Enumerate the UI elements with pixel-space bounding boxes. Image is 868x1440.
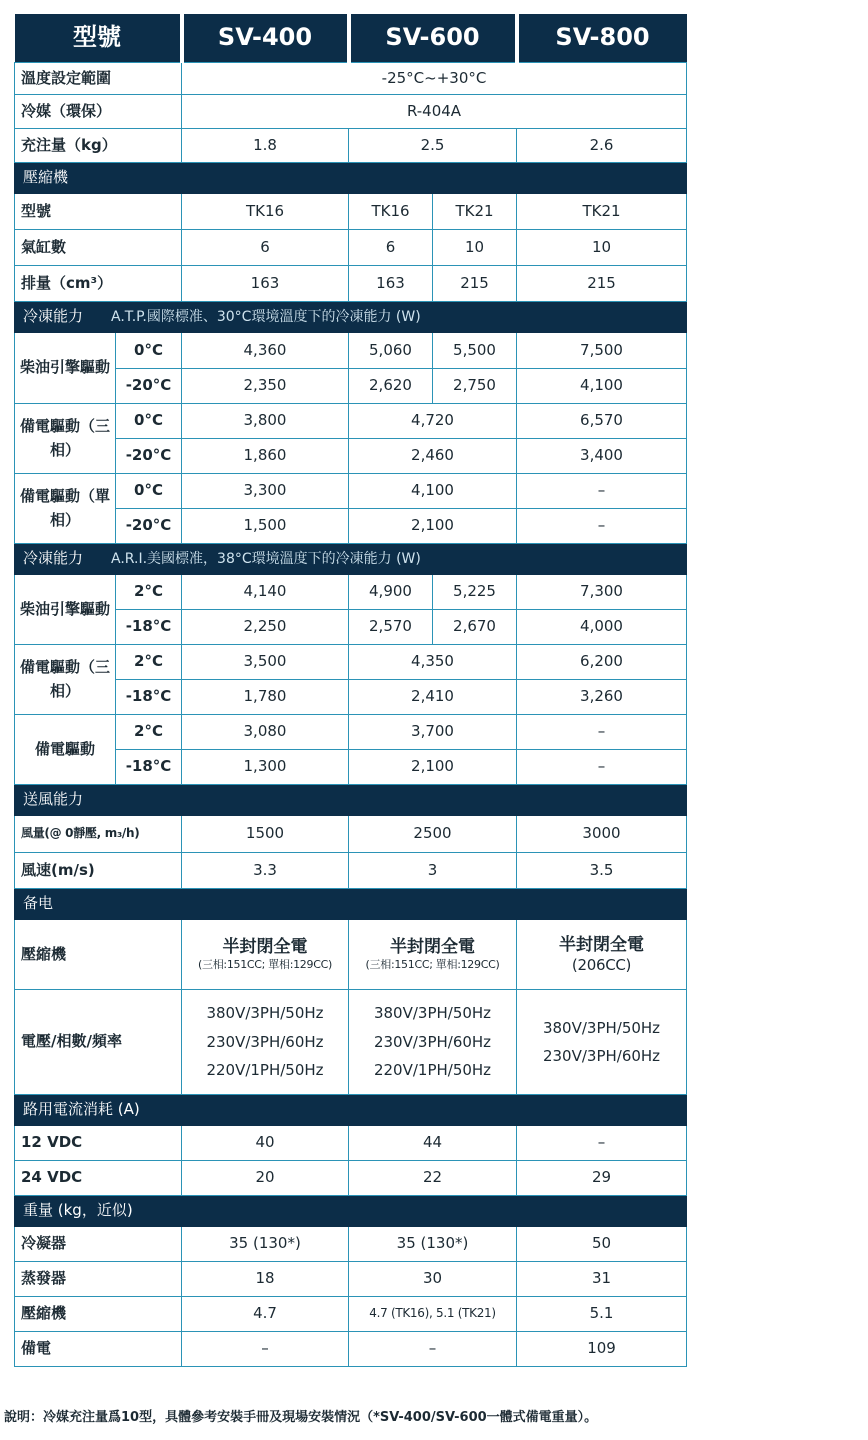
ari-section-title — [15, 544, 687, 575]
table-cell: 2,100 — [349, 509, 517, 544]
table-cell: 5.1 — [517, 1297, 687, 1332]
voltage-sv400 — [182, 990, 349, 1095]
voltage-option: 230V/3PH/60Hz — [206, 1032, 324, 1051]
evaporator-label: 蒸發器 — [15, 1262, 182, 1297]
table-cell: 7,500 — [517, 333, 687, 369]
table-cell: 6 — [182, 230, 349, 266]
temp-cell: 0°C — [116, 474, 182, 509]
table-cell: – — [182, 1332, 349, 1367]
table-row — [15, 1332, 687, 1367]
table-cell: 2,620 — [349, 369, 433, 404]
table-cell: 1,860 — [182, 439, 349, 474]
model-sv600-header: SV-600 — [349, 14, 517, 63]
table-cell: 163 — [349, 266, 433, 302]
table-cell: 4.7 (TK16), 5.1 (TK21) — [349, 1297, 517, 1332]
table-cell: 18 — [182, 1262, 349, 1297]
table-cell: 3000 — [517, 816, 687, 853]
table-cell: 29 — [517, 1161, 687, 1196]
cylinders-label: 氣缸數 — [15, 230, 182, 266]
table-cell: 2,750 — [433, 369, 517, 404]
voltage-sv800 — [517, 990, 687, 1095]
table-cell: 1,500 — [182, 509, 349, 544]
table-cell: 4,360 — [182, 333, 349, 369]
voltage-label: 電壓/相數/頻率 — [15, 990, 182, 1095]
table-cell: 2,250 — [182, 610, 349, 645]
airflow-section-title: 送風能力 — [15, 785, 687, 816]
temp-range-label: 溫度設定範圍 — [15, 63, 182, 95]
table-cell: 5,225 — [433, 575, 517, 610]
table-row — [15, 680, 687, 715]
section-header — [15, 544, 687, 575]
table-cell: 4,720 — [349, 404, 517, 439]
temp-cell: 2°C — [116, 715, 182, 750]
table-row — [15, 474, 687, 509]
v24-label: 24 VDC — [15, 1161, 182, 1196]
table-row — [15, 645, 687, 680]
compressor-model-label: 型號 — [15, 194, 182, 230]
table-row — [15, 575, 687, 610]
section-header — [15, 889, 687, 920]
table-cell: 22 — [349, 1161, 517, 1196]
table-row — [15, 715, 687, 750]
temp-cell: 0°C — [116, 404, 182, 439]
temp-cell: -18°C — [116, 750, 182, 785]
table-cell: – — [517, 1126, 687, 1161]
temp-range-value: -25°C~+30°C — [182, 63, 687, 95]
temp-cell: -18°C — [116, 610, 182, 645]
table-row — [15, 853, 687, 889]
backup-compressor-sv800 — [517, 920, 687, 990]
table-cell: 4,000 — [517, 610, 687, 645]
table-cell: 4,100 — [349, 474, 517, 509]
table-row — [15, 750, 687, 785]
voltage-option: 380V/3PH/50Hz — [206, 1004, 324, 1023]
table-cell: 50 — [517, 1227, 687, 1262]
table-row — [15, 816, 687, 853]
table-cell: 35 (130*) — [349, 1227, 517, 1262]
ari-diesel-label: 柴油引擎驅動 — [15, 575, 116, 645]
voltage-sv600 — [349, 990, 517, 1095]
ari-section-note: A.R.I.美國標准，38°C環境溫度下的冷凍能力 (W) — [111, 551, 421, 568]
atp-standby3-label: 備電驅動（三相） — [15, 404, 116, 474]
voltage-option: 230V/3PH/60Hz — [373, 1032, 492, 1051]
table-cell: – — [517, 715, 687, 750]
atp-standby1-label: 備電驅動（單相） — [15, 474, 116, 544]
compressor-type: 半封閉全電 — [222, 937, 308, 958]
section-header — [15, 163, 687, 194]
section-header — [15, 1196, 687, 1227]
charge-sv600: 2.5 — [349, 129, 517, 163]
weight-compressor-label: 壓縮機 — [15, 1297, 182, 1332]
compressor-detail: (206CC) — [571, 955, 632, 974]
ari-section-label: 冷凍能力 — [23, 549, 84, 568]
table-row — [15, 509, 687, 544]
atp-section-label: 冷凍能力 — [23, 307, 84, 326]
temp-cell: 0°C — [116, 333, 182, 369]
charge-sv400: 1.8 — [182, 129, 349, 163]
table-row — [15, 1262, 687, 1297]
voltage-option: 220V/1PH/50Hz — [206, 1061, 324, 1080]
table-cell: 215 — [433, 266, 517, 302]
displacement-label: 排量（cm³） — [15, 266, 182, 302]
temp-cell: -20°C — [116, 439, 182, 474]
table-row — [15, 194, 687, 230]
table-cell: 10 — [517, 230, 687, 266]
current-section-title: 路用電流消耗 (A) — [15, 1095, 687, 1126]
ari-standby3-label: 備電驅動（三相） — [15, 645, 116, 715]
table-cell: 2500 — [349, 816, 517, 853]
table-cell: 20 — [182, 1161, 349, 1196]
table-row — [15, 1161, 687, 1196]
table-row — [15, 95, 687, 129]
model-sv800-header: SV-800 — [517, 14, 687, 63]
section-header — [15, 302, 687, 333]
table-cell: TK21 — [433, 194, 517, 230]
section-header — [15, 785, 687, 816]
table-row — [15, 369, 687, 404]
table-row — [15, 610, 687, 645]
table-cell: 3,500 — [182, 645, 349, 680]
table-row — [15, 990, 687, 1095]
table-row — [15, 439, 687, 474]
table-row — [15, 63, 687, 95]
table-cell: 4,900 — [349, 575, 433, 610]
table-cell: 4.7 — [182, 1297, 349, 1332]
refrigerant-label: 冷媒（環保） — [15, 95, 182, 129]
table-cell: 2,100 — [349, 750, 517, 785]
air-speed-label: 風速(m/s) — [15, 853, 182, 889]
table-cell: – — [517, 509, 687, 544]
table-row — [15, 1227, 687, 1262]
table-cell: 3,260 — [517, 680, 687, 715]
model-header-label: 型號 — [15, 14, 182, 63]
table-cell: 2,350 — [182, 369, 349, 404]
table-cell: 109 — [517, 1332, 687, 1367]
table-cell: 215 — [517, 266, 687, 302]
table-cell: 3,800 — [182, 404, 349, 439]
table-cell: 163 — [182, 266, 349, 302]
footnote: 說明：冷媒充注量爲10型，具體參考安裝手冊及現場安裝情況（*SV-400/SV-600一體式備電重量）。 — [4, 1410, 598, 1425]
table-row — [15, 266, 687, 302]
compressor-type: 半封閉全電 — [559, 934, 645, 955]
compressor-type: 半封閉全電 — [390, 937, 475, 958]
table-cell: 10 — [433, 230, 517, 266]
table-cell: 44 — [349, 1126, 517, 1161]
table-row — [15, 1297, 687, 1332]
temp-cell: 2°C — [116, 645, 182, 680]
temp-cell: -20°C — [116, 369, 182, 404]
table-cell: 4,350 — [349, 645, 517, 680]
table-cell: TK16 — [182, 194, 349, 230]
air-volume-label: 風量(@ 0靜壓, m₃/h) — [15, 816, 182, 853]
weight-standby-label: 備電 — [15, 1332, 182, 1367]
ari-standby1-label: 備電驅動 — [15, 715, 116, 785]
temp-cell: -20°C — [116, 509, 182, 544]
table-cell: TK16 — [349, 194, 433, 230]
table-cell: 1,780 — [182, 680, 349, 715]
table-cell: 31 — [517, 1262, 687, 1297]
table-cell: 1,300 — [182, 750, 349, 785]
atp-diesel-label: 柴油引擎驅動 — [15, 333, 116, 404]
condenser-label: 冷凝器 — [15, 1227, 182, 1262]
voltage-option: 220V/1PH/50Hz — [373, 1061, 492, 1080]
table-cell: 4,140 — [182, 575, 349, 610]
table-cell: 2,460 — [349, 439, 517, 474]
table-cell: 5,060 — [349, 333, 433, 369]
table-cell: 6,570 — [517, 404, 687, 439]
table-cell: 6 — [349, 230, 433, 266]
backup-compressor-sv600 — [349, 920, 517, 990]
table-row — [15, 333, 687, 369]
weight-section-title: 重量 (kg，近似) — [15, 1196, 687, 1227]
table-row — [15, 404, 687, 439]
table-cell: 35 (130*) — [182, 1227, 349, 1262]
table-row — [15, 129, 687, 163]
compressor-section-title: 壓縮機 — [15, 163, 687, 194]
table-cell: – — [517, 750, 687, 785]
table-cell: – — [349, 1332, 517, 1367]
table-cell: 5,500 — [433, 333, 517, 369]
table-cell: 3,300 — [182, 474, 349, 509]
table-cell: 3.5 — [517, 853, 687, 889]
charge-label: 充注量（kg） — [15, 129, 182, 163]
table-cell: 2,410 — [349, 680, 517, 715]
backup-section-title: 备电 — [15, 889, 687, 920]
backup-compressor-sv400 — [182, 920, 349, 990]
table-cell: 1500 — [182, 816, 349, 853]
table-cell: 3,080 — [182, 715, 349, 750]
table-cell: 3 — [349, 853, 517, 889]
temp-cell: 2°C — [116, 575, 182, 610]
table-row — [15, 230, 687, 266]
table-cell: 7,300 — [517, 575, 687, 610]
section-header — [15, 1095, 687, 1126]
atp-section-title — [15, 302, 687, 333]
compressor-detail: (三相:151CC; 單相:129CC) — [365, 958, 500, 972]
table-row — [15, 1126, 687, 1161]
table-cell: – — [517, 474, 687, 509]
table-cell: 30 — [349, 1262, 517, 1297]
table-row — [15, 920, 687, 990]
table-cell: 3,700 — [349, 715, 517, 750]
table-cell: TK21 — [517, 194, 687, 230]
table-cell: 4,100 — [517, 369, 687, 404]
backup-compressor-label: 壓縮機 — [15, 920, 182, 990]
table-cell: 6,200 — [517, 645, 687, 680]
model-sv400-header: SV-400 — [182, 14, 349, 63]
voltage-option: 230V/3PH/60Hz — [542, 1047, 661, 1065]
refrigerant-value: R-404A — [182, 95, 687, 129]
temp-cell: -18°C — [116, 680, 182, 715]
atp-section-note: A.T.P.國際標准、30°C環境溫度下的冷凍能力 (W) — [111, 309, 421, 326]
v12-label: 12 VDC — [15, 1126, 182, 1161]
table-cell: 40 — [182, 1126, 349, 1161]
compressor-detail: (三相:151CC; 單相:129CC) — [198, 958, 332, 972]
table-cell: 3,400 — [517, 439, 687, 474]
table-cell: 2,570 — [349, 610, 433, 645]
spec-table — [14, 14, 687, 1367]
voltage-option: 380V/3PH/50Hz — [373, 1004, 492, 1023]
charge-sv800: 2.6 — [517, 129, 687, 163]
table-cell: 3.3 — [182, 853, 349, 889]
table-cell: 2,670 — [433, 610, 517, 645]
voltage-option: 380V/3PH/50Hz — [542, 1018, 661, 1037]
header-row — [15, 14, 687, 63]
